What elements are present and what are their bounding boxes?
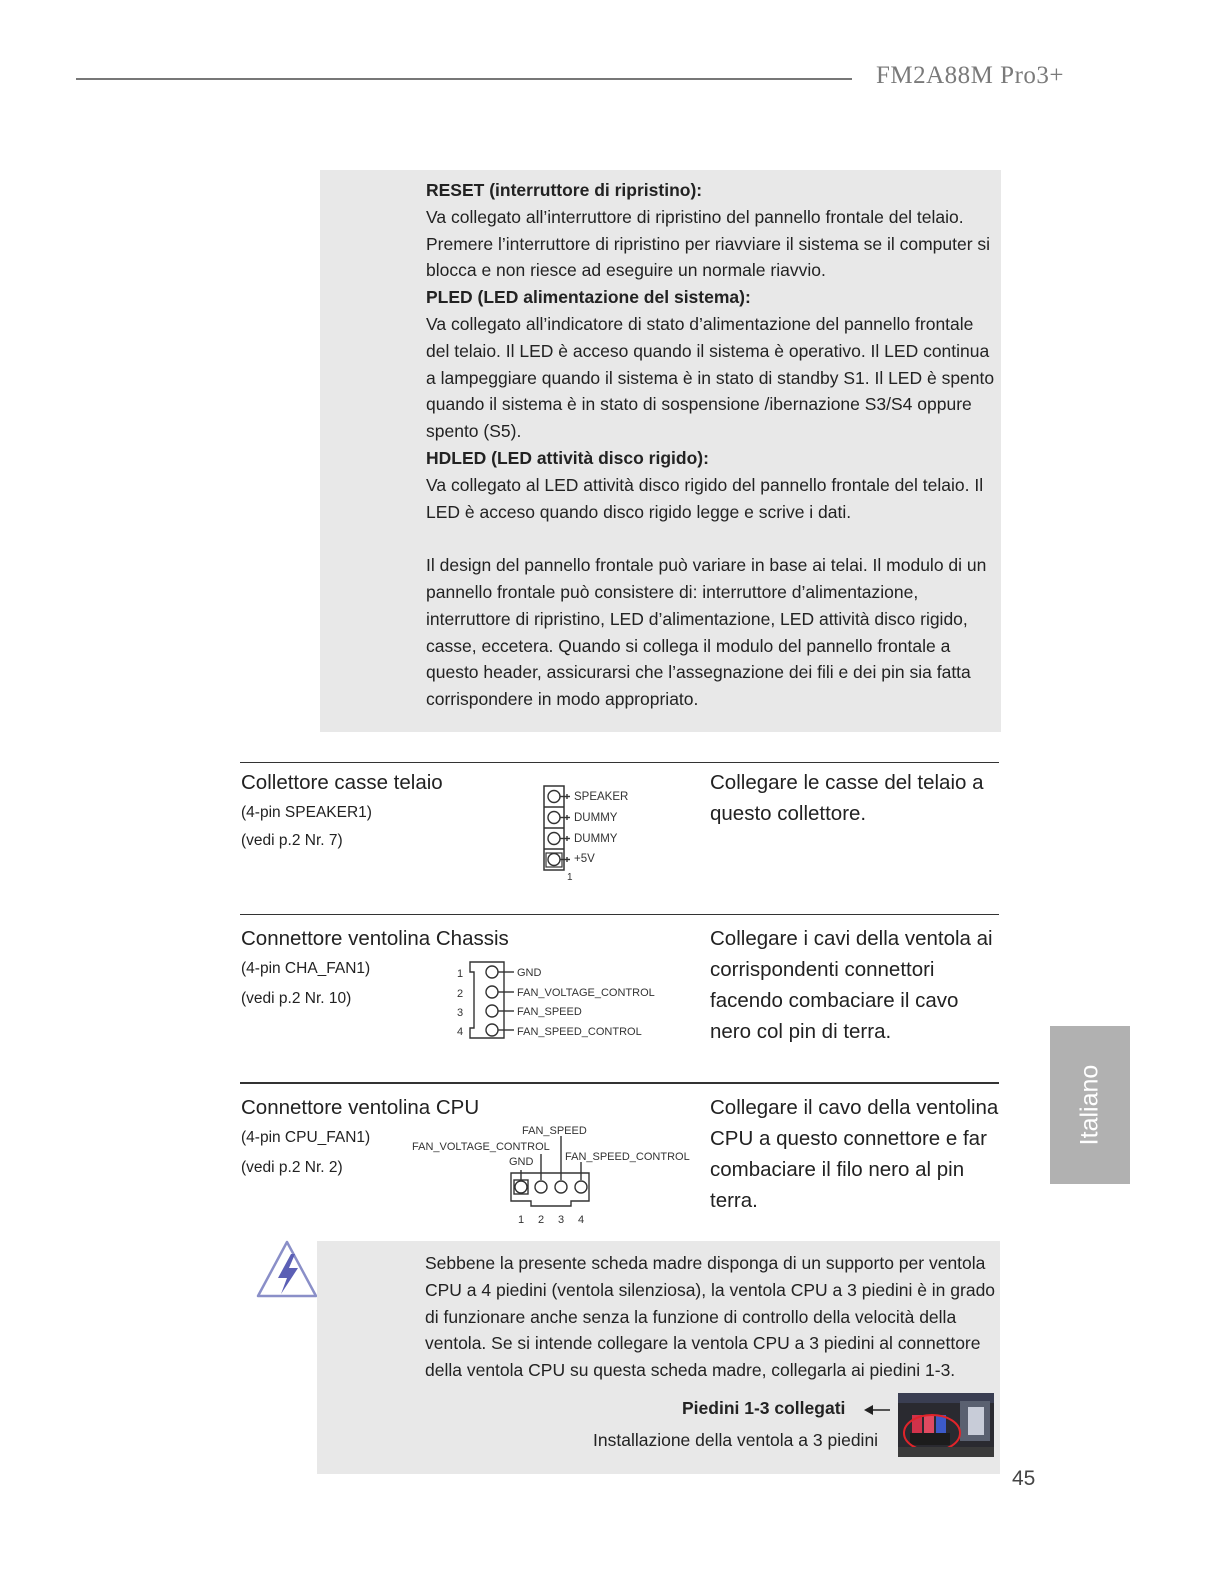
pin-label: GND xyxy=(517,967,542,979)
cha-fan-description: Collegare i cavi della ventola ai corrispondenti connettori facendo combaciare il cavo nero col pin di terra. xyxy=(710,927,993,1043)
reset-text: Va collegato all’interruttore di ripristino del pannello frontale del telaio. Premere l’interruttore di ripristino per riavviare il sistema se il computer si blocca e non riesce ad eseguire un normale riavvio. xyxy=(426,206,991,281)
front-panel-note: Il design del pannello frontale può variare in base ai telai. Il modulo di un pannello frontale può consistere di: interruttore d’alimentazione, interruttore di ripristino, LED d’alimentazione, LED attività disco rigido, casse, eccetera. Quando si collega il modulo del pannello frontale a questo header, assicurarsi che l’assegnazione dei fili e dei pin sia fatta corrispondere in modo appropriato. xyxy=(426,555,987,710)
pin-label: FAN_VOLTAGE_CONTROL xyxy=(412,1141,550,1153)
hdled-text: Va collegato al LED attività disco rigido del pannello frontale del telaio. Il LED è acceso quando disco rigido legge e scrive i dati. xyxy=(426,474,984,522)
speaker-description: Collegare le casse del telaio a questo collettore. xyxy=(710,771,984,825)
section-rule xyxy=(240,914,999,915)
pin-number: 2 xyxy=(538,1214,545,1226)
cha-fan-pin-info: (4-pin CHA_FAN1) xyxy=(241,960,371,977)
pins-connected-label: Piedini 1-3 collegati xyxy=(682,1398,846,1418)
pin-number: 1 xyxy=(567,872,573,883)
speaker-page-ref: (vedi p.2 Nr. 7) xyxy=(241,832,343,849)
pin-label: FAN_SPEED xyxy=(517,1006,582,1018)
warning-text: Sebbene la presente scheda madre disponga di un supporto per ventola CPU a 4 piedini (ventola silenziosa), la ventola CPU a 3 piedini è in grado di funzionare anche senza la funzione di controllo della velocità della ventola. Se si intende collegare la ventola CPU a 3 piedini al connettore della ventola CPU su questa scheda madre, collegarla ai piedini 1-3. xyxy=(425,1253,996,1381)
language-tab-label: Italiano xyxy=(1075,1064,1104,1146)
fan-connector-photo xyxy=(898,1393,994,1457)
pin-number: 1 xyxy=(518,1214,525,1226)
pin-number: 2 xyxy=(457,988,464,1000)
pin-label: SPEAKER xyxy=(574,791,629,803)
page-number: 45 xyxy=(1012,1467,1036,1490)
front-panel-text xyxy=(426,177,998,713)
hdled-label: HDLED (LED attività disco rigido): xyxy=(426,447,709,468)
warning-icon xyxy=(254,1238,320,1300)
pled-label: PLED (LED alimentazione del sistema): xyxy=(426,287,751,308)
speaker-pin-info: (4-pin SPEAKER1) xyxy=(241,804,372,821)
speaker-header-diagram xyxy=(536,782,656,884)
fan-install-caption: Installazione della ventola a 3 piedini xyxy=(593,1430,879,1450)
pin-label: DUMMY xyxy=(574,833,618,845)
cpu-fan-pin-info: (4-pin CPU_FAN1) xyxy=(241,1129,371,1146)
pin-number: 4 xyxy=(457,1026,464,1038)
cpu-fan-header-diagram xyxy=(408,1118,700,1228)
pin-number: 3 xyxy=(558,1214,565,1226)
speaker-title: Collettore casse telaio xyxy=(241,771,443,794)
pin-number: 4 xyxy=(578,1214,585,1226)
pin-label: FAN_VOLTAGE_CONTROL xyxy=(517,987,655,999)
cpu-fan-page-ref: (vedi p.2 Nr. 2) xyxy=(241,1159,343,1176)
pin-number: 1 xyxy=(457,968,464,980)
pin-label: GND xyxy=(509,1156,534,1168)
model-name: FM2A88M Pro3+ xyxy=(876,62,1064,89)
pin-label: +5V xyxy=(574,853,595,865)
pin-label: DUMMY xyxy=(574,812,618,824)
section-rule xyxy=(240,762,999,763)
pin-label: FAN_SPEED_CONTROL xyxy=(517,1026,642,1038)
cha-fan-page-ref: (vedi p.2 Nr. 10) xyxy=(241,990,352,1007)
arrow-left-icon xyxy=(862,1402,892,1418)
header-rule xyxy=(76,78,852,80)
reset-label: RESET (interruttore di ripristino): xyxy=(426,180,703,200)
section-rule xyxy=(240,1082,999,1084)
pin-label: FAN_SPEED xyxy=(522,1125,587,1137)
pled-text: Va collegato all’indicatore di stato d’alimentazione del pannello frontale del telaio. Il LED è acceso quando il sistema è operativo. Il LED continua a lampeggiare quando il sistema è in stato di standby S1. Il LED è spento quando il sistema è in stato di sospensione /ibernazione S3/S4 oppure spento (S5). xyxy=(426,313,995,442)
cpu-fan-title: Connettore ventolina CPU xyxy=(241,1096,480,1119)
language-tab xyxy=(1050,1026,1130,1184)
pin-label: FAN_SPEED_CONTROL xyxy=(565,1151,690,1163)
cha-fan-title: Connettore ventolina Chassis xyxy=(241,927,509,950)
cpu-fan-description: Collegare il cavo della ventolina CPU a questo connettore e far combaciare il filo nero al pin terra. xyxy=(710,1096,999,1212)
pin-number: 3 xyxy=(457,1007,464,1019)
cha-fan-header-diagram xyxy=(452,958,672,1044)
